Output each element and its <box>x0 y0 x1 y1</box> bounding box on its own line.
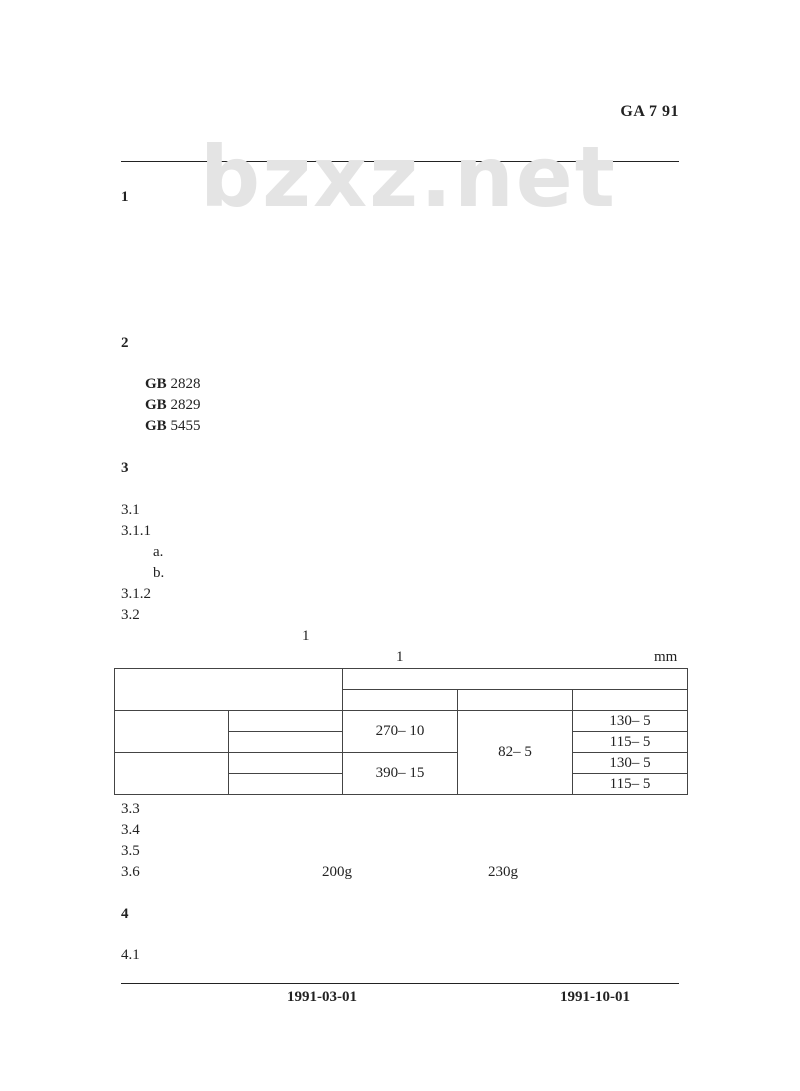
table-cell <box>229 753 343 774</box>
clause-3-1-2: 3.1.2 <box>121 586 151 602</box>
table-header-cell <box>115 669 343 711</box>
clause-3-3: 3.3 <box>121 801 140 817</box>
section-4-number: 4 <box>121 906 129 922</box>
item-a: a. <box>153 544 164 560</box>
clause-4-1: 4.1 <box>121 947 140 963</box>
dimension-table <box>114 668 688 795</box>
issue-date: 1991-03-01 <box>287 989 357 1005</box>
table-cell <box>229 711 343 732</box>
table-cell: 390– 15 <box>343 753 458 795</box>
table-cell <box>115 711 229 753</box>
clause-3-1-1: 3.1.1 <box>121 523 151 539</box>
table-header-cell <box>343 690 458 711</box>
table-reference: 1 <box>302 628 310 644</box>
reference-2 <box>145 397 200 414</box>
table-cell <box>229 774 343 795</box>
table-unit: mm <box>654 649 678 665</box>
table-cell: 115– 5 <box>573 732 688 753</box>
reference-number: 2828 <box>170 376 201 392</box>
table-cell: 115– 5 <box>573 774 688 795</box>
watermark: bzxz.net <box>200 128 617 226</box>
reference-code: GB <box>145 397 167 413</box>
table-header-row <box>115 669 688 690</box>
clause-3-4: 3.4 <box>121 822 140 838</box>
table-cell: 270– 10 <box>343 711 458 753</box>
clause-3-6-value-2: 230g <box>488 864 518 880</box>
table-header-cell <box>573 690 688 711</box>
standard-code: GA 7 91 <box>620 103 679 120</box>
reference-1 <box>145 376 200 393</box>
table-cell: 130– 5 <box>573 753 688 774</box>
clause-3-1: 3.1 <box>121 502 140 518</box>
reference-number: 5455 <box>170 418 201 434</box>
table-cell <box>229 732 343 753</box>
clause-3-6-value-1: 200g <box>322 864 352 880</box>
footer-rule <box>121 983 679 984</box>
table-row <box>115 753 688 774</box>
reference-code: GB <box>145 418 167 434</box>
section-1-number: 1 <box>121 189 129 205</box>
table-header-cell <box>458 690 573 711</box>
reference-number: 2829 <box>170 397 201 413</box>
section-2-number: 2 <box>121 335 129 351</box>
table-cell <box>115 753 229 795</box>
clause-3-5: 3.5 <box>121 843 140 859</box>
section-3-number: 3 <box>121 460 129 476</box>
reference-code: GB <box>145 376 167 392</box>
clause-3-2: 3.2 <box>121 607 140 623</box>
table-cell: 130– 5 <box>573 711 688 732</box>
clause-3-6: 3.6 <box>121 864 140 880</box>
table-cell: 82– 5 <box>458 711 573 795</box>
item-b: b. <box>153 565 165 581</box>
effective-date: 1991-10-01 <box>560 989 630 1005</box>
table-caption: 1 <box>396 649 404 665</box>
table-header-cell <box>343 669 688 690</box>
reference-3 <box>145 418 200 435</box>
table-row <box>115 711 688 732</box>
